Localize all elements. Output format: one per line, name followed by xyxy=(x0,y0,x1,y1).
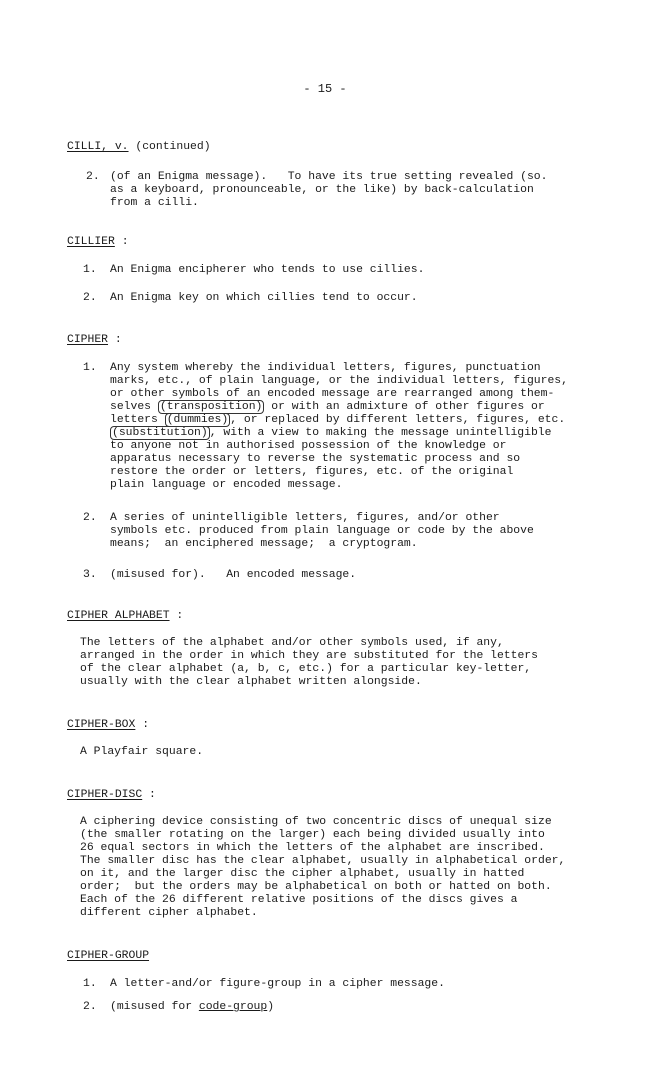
item-number: 3. xyxy=(83,569,97,581)
definition-line: An Enigma key on which cillies tend to occur. xyxy=(110,292,418,304)
definition-line: A series of unintelligible letters, figures, and/or other xyxy=(110,512,500,524)
page-number: - 15 - xyxy=(303,82,347,96)
entry-heading: CIPHER-DISC : xyxy=(67,789,156,801)
item-number: 2. xyxy=(83,1001,97,1013)
definition-line: (substitution) , with a view to making the message unintelligible xyxy=(112,427,552,439)
definition-line: (misused for code-group) xyxy=(110,1001,275,1013)
entry-heading: CIPHER-GROUP xyxy=(67,950,150,962)
definition-line: apparatus necessary to reverse the systematic process and so xyxy=(110,453,521,465)
definition-line: means; an enciphered message; a cryptogram. xyxy=(110,538,418,550)
definition-line: A ciphering device consisting of two concentric discs of unequal size xyxy=(80,816,552,828)
entry-heading: CIPHER ALPHABET : xyxy=(67,610,184,622)
entry-heading: CIPHER-BOX : xyxy=(67,719,150,731)
definition-line: (of an Enigma message). To have its true setting revealed (so. xyxy=(110,171,548,183)
entry-heading: CIPHER : xyxy=(67,334,122,346)
definition-line: on it, and the larger disc the cipher alphabet, usually in hatted xyxy=(80,868,525,880)
boxed-term: (substitution) xyxy=(112,427,208,439)
definition-line: symbols etc. produced from plain language or code by the above xyxy=(110,525,534,537)
definition-line: letters (dummies) , or replaced by different letters, figures, etc. xyxy=(110,414,566,426)
definition-line: marks, etc., of plain language, or the individual letters, figures, xyxy=(110,375,568,387)
definition-line: A letter-and/or figure-group in a cipher message. xyxy=(110,978,445,990)
boxed-term: (transposition) xyxy=(159,401,263,413)
cross-reference: code-group xyxy=(198,1001,268,1013)
definition-line: to anyone not in authorised possession of the knowledge or xyxy=(110,440,507,452)
entry-heading: CILLIER : xyxy=(67,236,129,248)
definition-line: order; but the orders may be alphabetical on both or hatted on both. xyxy=(80,881,552,893)
item-number: 2. xyxy=(86,171,100,183)
definition-line: different cipher alphabet. xyxy=(80,907,258,919)
definition-line: from a cilli. xyxy=(110,197,199,209)
definition-line: or other symbols of an encoded message are rearranged among them- xyxy=(110,388,555,400)
definition-line: The smaller disc has the clear alphabet, usually in alphabetical order, xyxy=(80,855,566,867)
item-number: 2. xyxy=(83,292,97,304)
definition-line: Any system whereby the individual letters, figures, punctuation xyxy=(110,362,541,374)
entry-heading: CILLI, v. (continued) xyxy=(67,141,211,153)
definition-line: usually with the clear alphabet written alongside. xyxy=(80,676,422,688)
definition-line: (the smaller rotating on the larger) each being divided usually into xyxy=(80,829,545,841)
definition-line: An Enigma encipherer who tends to use cillies. xyxy=(110,264,425,276)
definition-line: arranged in the order in which they are substituted for the letters xyxy=(80,650,538,662)
definition-line: restore the order or letters, figures, etc. of the original xyxy=(110,466,514,478)
definition-line: The letters of the alphabet and/or other symbols used, if any, xyxy=(80,637,504,649)
definition-line: of the clear alphabet (a, b, c, etc.) for a particular key-letter, xyxy=(80,663,532,675)
definition-line: plain language or encoded message. xyxy=(110,479,343,491)
definition-line: 26 equal sectors in which the letters of the alphabet are inscribed. xyxy=(80,842,545,854)
item-number: 2. xyxy=(83,512,97,524)
definition-line: as a keyboard, pronounceable, or the like) by back-calculation xyxy=(110,184,534,196)
boxed-term: (dummies) xyxy=(166,414,229,426)
item-number: 1. xyxy=(83,362,97,374)
definition-line: A Playfair square. xyxy=(80,746,204,758)
item-number: 1. xyxy=(83,978,97,990)
item-number: 1. xyxy=(83,264,97,276)
definition-line: (misused for). An encoded message. xyxy=(110,569,357,581)
definition-line: Each of the 26 different relative positions of the discs gives a xyxy=(80,894,518,906)
definition-line: selves (transposition) or with an admixture of other figures or xyxy=(110,401,545,413)
